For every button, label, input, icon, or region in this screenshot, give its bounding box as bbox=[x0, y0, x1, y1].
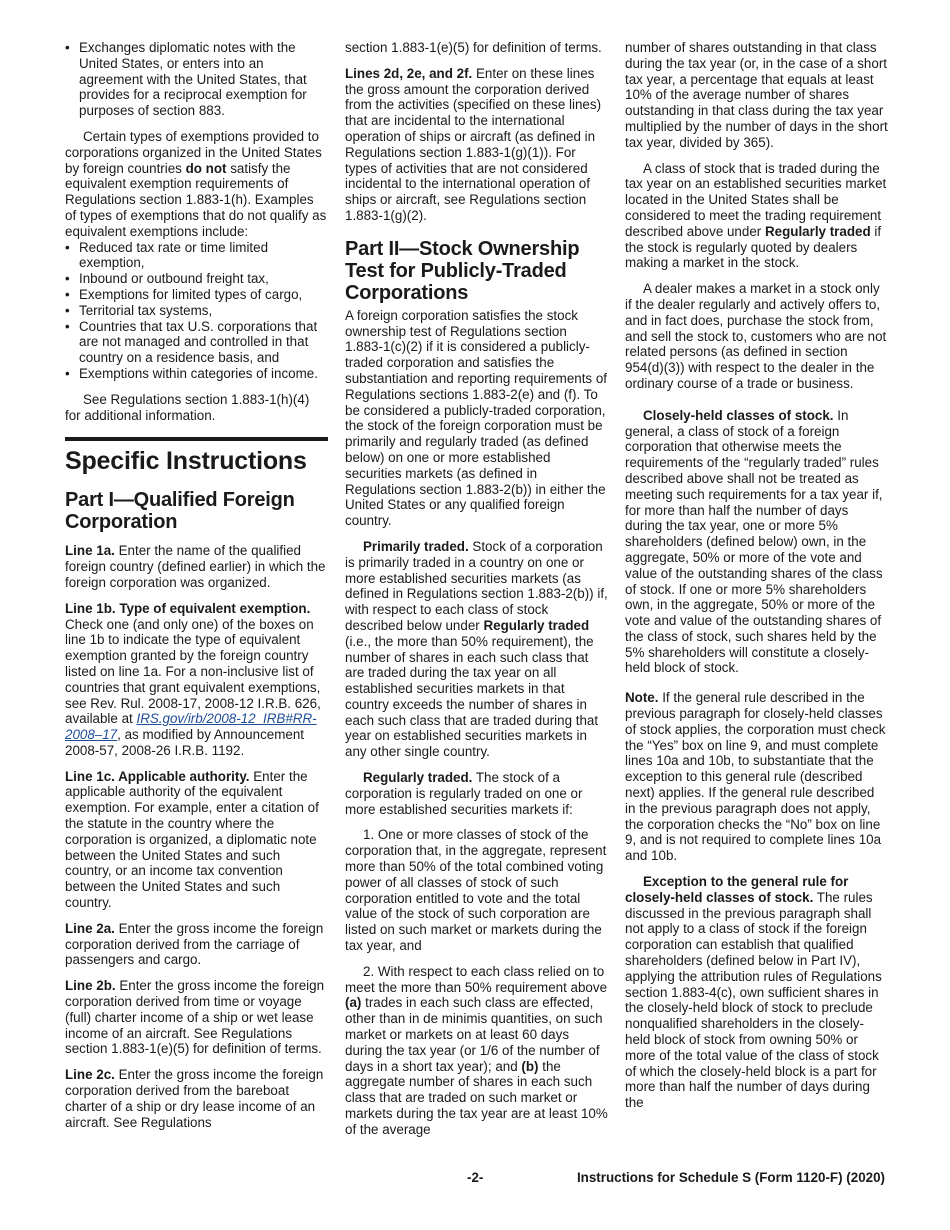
text: the aggregate number of shares in each such class that are traded on such market or markets during the tax year are at least 10% of the average bbox=[345, 1058, 608, 1137]
line-label: Line 1a. bbox=[65, 543, 115, 559]
continued-text: section 1.883-1(e)(5) for definition of terms. bbox=[345, 40, 602, 55]
form-title: Instructions for Schedule S (Form 1120-F) (2020) bbox=[576, 1170, 885, 1185]
text: Stock of a corporation is primarily traded in a country on one or more established securities markets (as defined in Regulations section 1.883-2(b)) if, with respect to each class of stock described below under bbox=[345, 538, 608, 633]
column-1 bbox=[65, 40, 328, 1140]
see-regulations: See Regulations section 1.883-1(h)(4) for additional information. bbox=[65, 391, 310, 423]
class-of-stock-paragraph bbox=[625, 161, 888, 272]
irs-link[interactable]: IRS.gov/irb/2008-12_IRB#RR-2008–17 bbox=[65, 711, 317, 743]
part-2-intro: A foreign corporation satisfies the stock ownership test of Regulations section 1.883-1(c)(2) if it is considered a publicly-traded corporation and satisfies the substantiation and reporting requirements of Regulations sections 1.883-2(e) and (f). To be considered a publicly-traded corporation, the stock of the foreign corporation must be primarily and regularly traded (as defined below) on one or more established securities markets (as defined in Regulations section 1.883-2(b)) in either the United States or any qualified foreign country. bbox=[345, 307, 608, 529]
term-label: Closely-held classes of stock. bbox=[643, 407, 834, 423]
column-3 bbox=[625, 40, 888, 1121]
section-heading-specific-instructions: Specific Instructions bbox=[65, 437, 328, 475]
text: , as modified by Announcement 2008-57, 2008-26 I.R.B. 1192. bbox=[65, 727, 304, 758]
bullet-text: Countries that tax U.S. corporations that are not managed and controlled in that country on a residence basis, and bbox=[79, 318, 318, 366]
text: The rules discussed in the previous paragraph shall not apply to a class of stock if the foreign corporation can establish that qualified shareholders (defined below in Part IV), applying the attribution rules of Regulations section 1.883-4(c), own sufficient shares in the closely-held block of stock to preclude nonqualified shareholders in the closely-held block of stock from owning 50% or more of the total value of the class of stock of which the closely-held block is a part for more than half the number of days during the bbox=[625, 889, 882, 1111]
line-2a bbox=[65, 921, 328, 968]
list-item bbox=[65, 40, 328, 119]
text: Enter the gross income the foreign corporation derived from time or voyage (full) charter income of a ship or wet lease income of an aircraft. See Regulations section 1.883-1(e)(5) for definition of terms. bbox=[65, 978, 325, 1057]
bullet-text: Reduced tax rate or time limited exemption, bbox=[79, 239, 269, 271]
text: if the stock is regularly quoted by dealers making a market in the stock. bbox=[625, 223, 882, 271]
page-footer bbox=[65, 1170, 885, 1190]
list-item bbox=[65, 366, 328, 382]
list-item bbox=[65, 271, 328, 287]
exemption-list bbox=[65, 240, 328, 382]
line-1c bbox=[65, 769, 328, 911]
line-label: Lines 2d, 2e, and 2f. bbox=[345, 65, 473, 81]
list-item bbox=[65, 303, 328, 319]
continued-text: number of shares outstanding in that class during the tax year (or, in the case of a short tax year, a percentage that equals at least 10% of the average number of shares outstanding in that class during the tax year multiplied by the number of days in the short tax year, divided by 365). bbox=[625, 40, 888, 150]
text: satisfy the equivalent exemption requirements of Regulations section 1.883-1(h). Examples of types of exemptions that do not qualify as equivalent exemptions include: bbox=[65, 160, 327, 239]
part-2-heading: Part II—Stock Ownership Test for Publicly-Traded Corporations bbox=[345, 237, 580, 304]
line-2b bbox=[65, 978, 328, 1057]
text: A class of stock that is traded during the tax year on an established securities market located in the United States shall be considered to meet the trading requirement described above under bbox=[625, 160, 887, 239]
bold-text: Regularly traded bbox=[764, 223, 871, 239]
line-label: Line 2a. bbox=[65, 920, 115, 936]
text: The stock of a corporation is regularly traded on one or more established securities markets if: bbox=[345, 770, 583, 817]
line-2c bbox=[65, 1067, 328, 1130]
text: 2. With respect to each class relied on to meet the more than 50% requirement above bbox=[345, 963, 608, 995]
numbered-item-2 bbox=[345, 964, 608, 1138]
bullet-text: Inbound or outbound freight tax, bbox=[79, 271, 269, 287]
text: Check one (and only one) of the boxes on line 1b to indicate the type of equivalent exemption granted by the foreign country listed on line 1a. For a non-inclusive list of countries that grant equivalent exemptions, see Rev. Rul. 2008-17, 2008-12 I.R.B. 626, available at bbox=[65, 616, 321, 727]
text: If the general rule described in the previous paragraph for closely-held classes of stock applies, the corporation must check the “Yes” box on line 9, and must complete lines 10a and 10b, to substantiate that the exception to this general rule (described next) applies. If the general rule described in the previous paragraph does not apply, the corporation checks the “No” box on line 9, and is not required to complete lines 10a and 10b. bbox=[625, 690, 886, 864]
bold-text: Regularly traded bbox=[483, 617, 590, 633]
text: Enter on these lines the gross amount the corporation derived from the activities (specified on these lines) that are incidental to the international operation of ships or aircraft (as defined in Regulations section 1.883-1(g)(1)). For types of activities that are not considered incidental to the international operation of ships or aircraft, see Regulations section 1.883-1(g)(2). bbox=[345, 65, 602, 223]
list-item bbox=[65, 240, 328, 272]
text: Enter the gross income the foreign corporation derived from the carriage of passengers and cargo. bbox=[65, 920, 324, 968]
text: (i.e., the more than 50% requirement), the number of shares in each such class that are traded during the tax year on all established securities markets in that country exceeds the number of shares in each such class that are traded during that year on established securities markets in any other single country. bbox=[345, 633, 599, 760]
text: In general, a class of stock of a foreign corporation that otherwise meets the requirements of the “regularly traded” rules described above shall not be treated as meeting such requirements for a tax year if, for more than half the number of days during the tax year, one or more 5% shareholders (defined below) own, in the aggregate, 50% or more of the vote and value of the outstanding shares of the class of stock. If one or more 5% shareholders own, in the aggregate, 50% or more of the vote and value of the outstanding shares of the class of stock, such shares held by the 5% shareholders will constitute a closely-held block of stock. bbox=[625, 407, 883, 676]
term-label: Exception to the general rule for closely-held classes of stock. bbox=[625, 874, 849, 905]
bullet-text: Exemptions within categories of income. bbox=[79, 365, 318, 381]
text: Certain types of exemptions provided to corporations organized in the United States by foreign countries bbox=[65, 128, 322, 176]
closely-held-paragraph bbox=[625, 408, 888, 677]
line-label: Line 2b. bbox=[65, 978, 116, 994]
note-label: Note. bbox=[625, 690, 659, 706]
bold-text: (a) bbox=[345, 995, 362, 1011]
exception-paragraph bbox=[625, 874, 888, 1111]
line-label: Line 2c. bbox=[65, 1067, 115, 1083]
text: Enter the name of the qualified foreign country (defined earlier) in which the foreign corporation was organized. bbox=[65, 543, 326, 590]
term-label: Regularly traded. bbox=[363, 770, 473, 786]
bullet-text: Exchanges diplomatic notes with the United States, or enters into an agreement with the United States, that provides for a reciprocal exemption for purposes of section 883. bbox=[79, 40, 307, 119]
bullet-text: Territorial tax systems, bbox=[79, 302, 213, 318]
note-paragraph bbox=[625, 690, 888, 864]
part-1-heading: Part I—Qualified Foreign Corporation bbox=[65, 489, 295, 534]
list-item bbox=[65, 287, 328, 303]
paragraph-certain-types bbox=[65, 129, 328, 240]
page-number: -2- bbox=[467, 1170, 484, 1185]
numbered-item-1: 1. One or more classes of stock of the corporation that, in the aggregate, represent more than 50% of the total combined voting power of all classes of stock of such corporation entitled to vote and the total value of the stock of such corporation are listed on such market or markets during the tax year, and bbox=[345, 827, 607, 954]
column-2 bbox=[345, 40, 608, 1148]
line-label: Line 1c. Applicable authority. bbox=[65, 768, 250, 784]
line-1a bbox=[65, 543, 328, 590]
bullet-text: Exemptions for limited types of cargo, bbox=[79, 286, 303, 302]
regularly-traded bbox=[345, 770, 608, 817]
lines-2d-2e-2f bbox=[345, 66, 608, 224]
dealer-paragraph: A dealer makes a market in a stock only if the dealer regularly and actively offers to, and in fact does, purchase the stock from, and sell the stock to, customers who are not related persons (as defined in section 954(d)(3)) with respect to the dealer in the ordinary course of a trade or business. bbox=[625, 281, 887, 391]
text: Enter the applicable authority of the equivalent exemption. For example, enter a citation of the statute in the country where the corporation is organized, a diplomatic note between the United States and such country, or an income tax convention between the United States and such country. bbox=[65, 768, 319, 911]
line-label: Line 1b. Type of equivalent exemption. bbox=[65, 600, 311, 616]
bold-text: do not bbox=[185, 160, 227, 176]
term-label: Primarily traded. bbox=[363, 538, 469, 554]
text: Enter the gross income the foreign corporation derived from the bareboat charter of a ship or dry lease income of an aircraft. See Regulations bbox=[65, 1067, 324, 1130]
list-item bbox=[65, 319, 328, 366]
text: trades in each such class are effected, other than in de minimis quantities, on such market or markets on at least 60 days during the tax year (or 1/6 of the number of days in a short tax year); and bbox=[345, 995, 603, 1074]
primarily-traded bbox=[345, 539, 608, 760]
line-1b bbox=[65, 601, 328, 759]
bold-text: (b) bbox=[521, 1058, 539, 1074]
